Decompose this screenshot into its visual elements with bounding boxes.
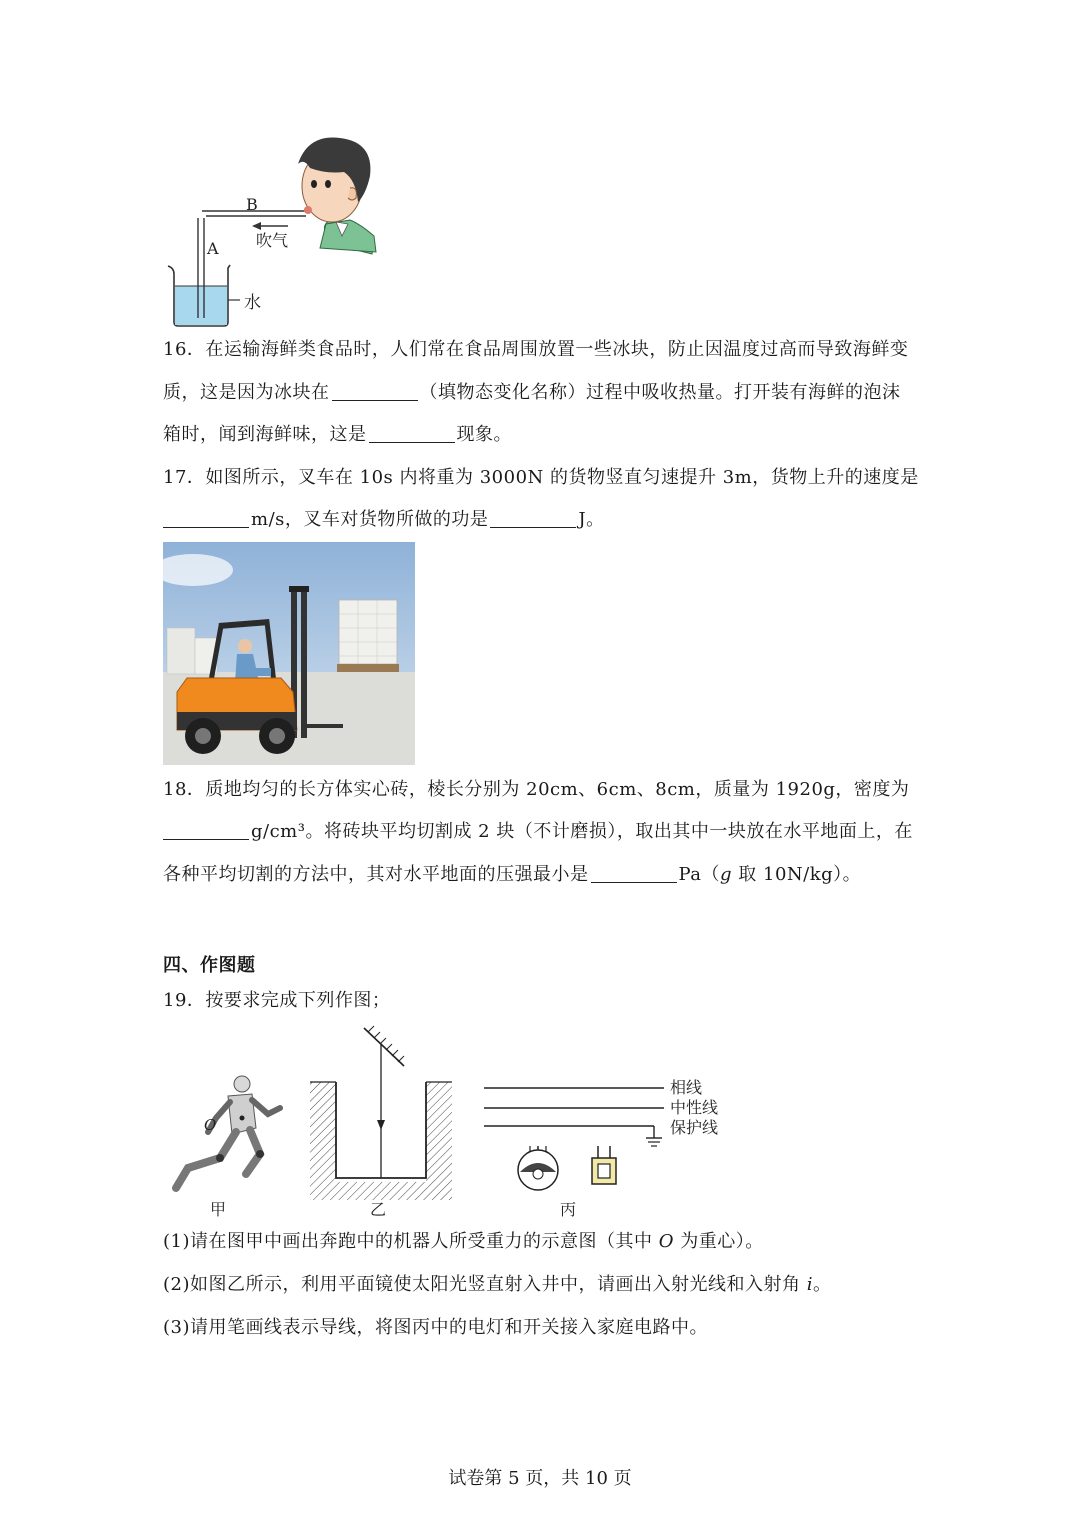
caption-yi: 乙: [370, 1200, 387, 1219]
answer-blank[interactable]: [163, 821, 249, 840]
answer-blank[interactable]: [369, 424, 455, 443]
q18-text-a: g/cm³。将砖块平均切割成 2 块（不计磨损），取出其中一块放在水平地面上，在: [251, 821, 913, 842]
q16-text-b: （填物态变化名称）过程中吸收热量。打开装有海鲜的泡沫: [419, 382, 901, 403]
answer-blank[interactable]: [591, 864, 677, 883]
q19-sub3: (3)请用笔画线表示导线，将图丙中的电灯和开关接入家庭电路中。: [163, 1317, 708, 1338]
label-neutral: 中性线: [670, 1098, 719, 1117]
q19-sub1: [163, 1230, 764, 1254]
answer-blank[interactable]: [163, 509, 249, 528]
plane-mirror: [364, 1028, 404, 1066]
label-blow: 吹气: [256, 231, 289, 250]
blow-tube-figure: [160, 128, 390, 333]
q18-text-b: 各种平均切割的方法中，其对水平地面的压强最小是: [163, 864, 589, 885]
q18-line3: [163, 863, 861, 887]
forklift-photo: [163, 542, 415, 765]
sub1-o: O: [658, 1231, 674, 1252]
sub2-text-b: 。: [812, 1274, 832, 1295]
robot-figure: [176, 1076, 280, 1188]
page-footer: 试卷第 5 页，共 10 页: [448, 1468, 632, 1489]
q18-text-d: 取 10N/kg）。: [732, 864, 862, 885]
well-figure: [310, 1026, 452, 1200]
q17-text-b: J。: [578, 509, 605, 530]
q18-line2: [163, 820, 913, 844]
blow-arrow: [252, 222, 288, 230]
label-a: A: [207, 239, 219, 258]
answer-blank[interactable]: [332, 382, 418, 401]
q19-figures: [160, 1022, 760, 1222]
q18-line1: 18．质地均匀的长方体实心砖，棱长分别为 20cm、6cm、8cm，质量为 1920g，密度为: [163, 779, 910, 800]
label-live: 相线: [670, 1078, 703, 1097]
q19-intro: 19．按要求完成下列作图；: [163, 990, 391, 1011]
label-b: B: [246, 195, 258, 214]
answer-blank[interactable]: [490, 509, 576, 528]
q17-text-a: m/s，叉车对货物所做的功是: [251, 509, 489, 530]
caption-bing: 丙: [560, 1200, 577, 1219]
beaker: [168, 265, 230, 326]
circuit-figure: [484, 1088, 664, 1190]
q16-line1: 16．在运输海鲜类食品时，人们常在食品周围放置一些冰块，防止因温度过高而导致海鲜变: [163, 339, 909, 360]
robot-label-o: O: [204, 1116, 217, 1134]
q16-text-a: 质，这是因为冰块在: [163, 382, 330, 403]
q17-line1: 17．如图所示，叉车在 10s 内将重为 3000N 的货物竖直匀速提升 3m，货物上升的速度是: [163, 467, 919, 488]
boy-illustration: [298, 138, 376, 254]
label-water: 水: [244, 293, 261, 313]
q17-line2: [163, 508, 605, 532]
q18-text-c: Pa（: [678, 864, 721, 885]
water: [175, 286, 227, 325]
q16-line2: [163, 381, 901, 405]
q19-sub2: [163, 1273, 831, 1297]
q16-line3: [163, 423, 512, 447]
q18-g-symbol: g: [720, 864, 733, 885]
sub2-i: i: [806, 1274, 813, 1295]
sub1-text-b: 为重心）。: [673, 1231, 764, 1252]
q16-text-d: 现象。: [456, 424, 512, 445]
label-ground: 保护线: [670, 1118, 719, 1137]
caption-jia: 甲: [210, 1200, 227, 1219]
q16-text-c: 箱时，闻到海鲜味，这是: [163, 424, 367, 445]
lamp-icon: [518, 1146, 558, 1190]
sub2-text-a: (2)如图乙所示，利用平面镜使太阳光竖直射入井中，请画出入射光线和入射角: [163, 1274, 807, 1295]
section-title: 四、作图题: [163, 955, 256, 976]
switch-icon: [592, 1146, 616, 1184]
sub1-text-a: (1)请在图甲中画出奔跑中的机器人所受重力的示意图（其中: [163, 1231, 659, 1252]
